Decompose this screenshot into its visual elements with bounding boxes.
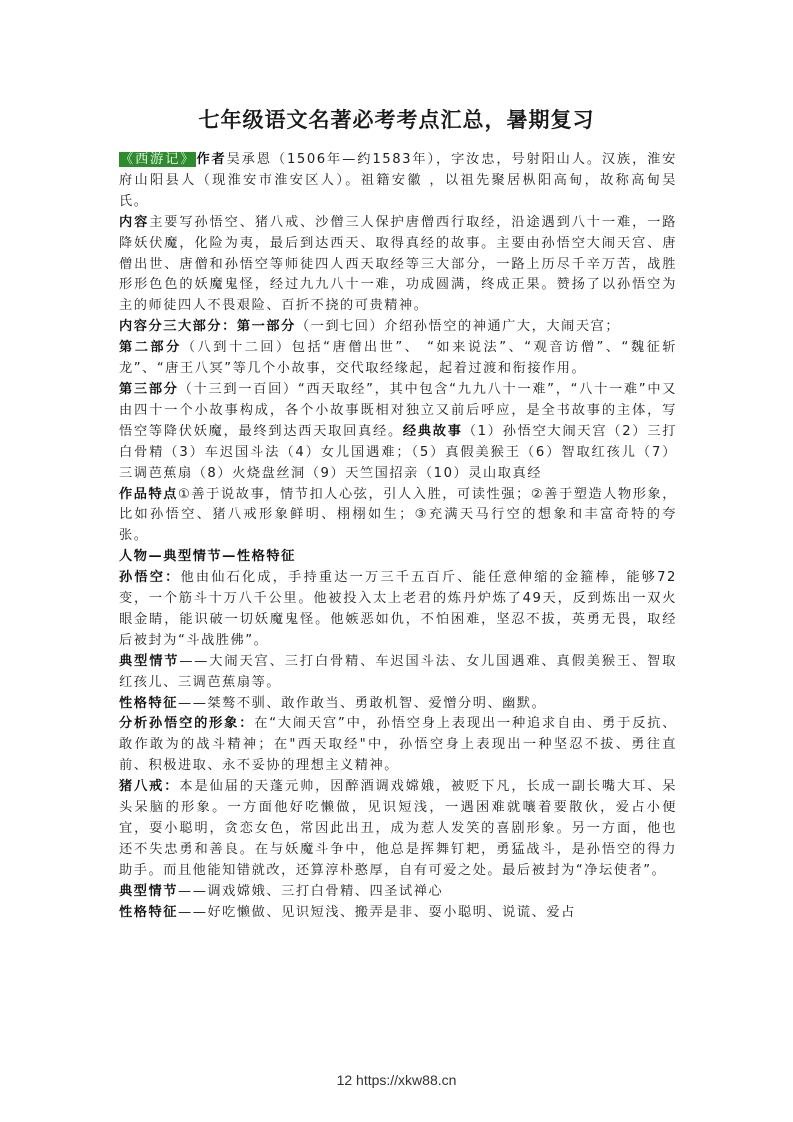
document-body [119,150,677,924]
paragraph-author [119,150,677,213]
heading-classic-stories: 经典故事 [402,423,463,439]
paragraph-characters-heading [119,547,677,568]
heading-zhu-bajie: 猪八戒： [119,779,180,795]
heading-typical-plots: 典型情节 [119,883,178,899]
paragraph-typical-plots-1 [119,652,677,694]
paragraph-analysis [119,714,677,777]
paragraph-typical-plots-2 [119,882,677,903]
paragraph-text: ——调戏嫦娥、三打白骨精、四圣试禅心 [177,883,444,899]
heading-features: 作品特点 [119,486,179,502]
paragraph-text: ——大闹天宫、三打白骨精、车迟国斗法、女儿国遇难、真假美猴王、智取红孩儿、三调芭蕉扇等。 [119,653,677,690]
heading-content: 内容 [119,214,150,230]
paragraph-text: 吴承恩（1506年—约1583年），字汝忠，号射阳山人。汉族，淮安府山阳县人（现淮安市淮安区人）。祖籍安徽 ，以祖先聚居枞阳高甸，故称高甸吴氏。 [119,152,678,209]
paragraph-traits-1 [119,694,677,715]
paragraph-text: ——桀骜不驯、敢作敢当、勇敢机智、爱憎分明、幽默。 [177,695,547,711]
heading-traits: 性格特征 [119,695,178,711]
heading-author: 作者 [196,152,227,167]
heading-characters: 人物—典型情节—性格特征 [119,549,296,565]
paragraph-traits-2 [119,903,677,924]
page-title: 七年级语文名著必考考点汇总，暑期复习 [198,108,595,132]
heading-part-two: 第二部分 [119,340,182,356]
heading-sun-wukong: 孙悟空： [119,570,181,586]
paragraph-text: 在“大闹天宫”中，孙悟空身上表现出一种追求自由、勇于反抗、敢作敢为的战斗精神；在"西天取经"中，孙悟空身上表现出一种坚忍不拔、勇往直前、积极进取、永不妥协的理想主义精神。 [119,716,677,774]
paragraph-text: 他由仙石化成，手持重达一万三千五百斤、能任意伸缩的金箍棒，能够72变，一个筋斗十万八千公里。他被投入太上老君的炼丹炉炼了49天，反到炼出一双火眼金睛，能识破一切妖魔鬼怪。他嫉恶如仇，不怕困难，坚忍不拔，英勇无畏，取经后被封为“斗战胜佛”。 [119,570,677,648]
paragraph-part-one [119,317,677,338]
paragraph-text: ①善于说故事，情节扣人心弦，引人入胜，可读性强；②善于塑造人物形象，比如孙悟空、猪八戒形象鲜明、栩栩如生；③充满天马行空的想象和丰富奇特的夸张。 [119,486,677,544]
paragraph-text: （十三到一百回）“西天取经”，其中包含“九九八十一难”，“八十一难”中又由四十一个小故事构成，各个小故事既相对独立又前后呼应，是全书故事的主体，写悟空等降伏妖魔，最终到达西天取回真经。 [119,381,677,439]
paragraph-text: 本是仙届的天蓬元帅，因醉酒调戏嫦娥，被贬下凡，长成一副长嘴大耳、呆头呆脑的形象。一方面他好吃懒做，见识短浅，一遇困难就嚷着要散伙，爱占小便宜，耍小聪明，贪恋女色，常因此出丑，成为惹人发笑的喜剧形象。另一方面，他也还不失忠勇和善良。在与妖魔斗争中，他总是挥舞钉耙，勇猛战斗，是孙悟空的得力助手。而且他能知错就改，还算淳朴憨厚，自有可爱之处。最后被封为“净坛使者”。 [119,779,678,878]
paragraph-text: （一到七回）介绍孙悟空的神通广大，大闹天宫； [295,319,621,335]
page-footer: 12 https://xkw88.cn [336,1072,457,1088]
paragraph-text: ——好吃懒做、见识短浅、搬弄是非、耍小聪明、说谎、爱占 [177,904,576,920]
paragraph-features [119,485,677,548]
paragraph-part-two [119,338,677,380]
paragraph-text: （八到十二回）包括“唐僧出世”、 “如来说法”、“观音访僧”、“魏征斩龙”、“唐王八冥”等几个小故事，交代取经缘起，起着过渡和衔接作用。 [119,340,678,377]
heading-part-three: 第三部分 [119,381,179,397]
heading-part-one: 内容分三大部分：第一部分 [119,319,296,335]
book-title-highlight: 《西游记》 [120,152,196,167]
paragraph-text: 主要写孙悟空、猪八戒、沙僧三人保护唐僧西行取经，沿途遇到八十一难，一路降妖伏魔，化险为夷，最后到达西天、取得真经的故事。主要由孙悟空大闹天宫、唐僧出世、唐僧和孙悟空等师徒四人西天取经等三大部分，一路上历尽千辛万苦，战胜形形色色的妖魔鬼怪，经过九九八十一难，功成圆满，终成正果。赞扬了以孙悟空为主的师徒四人不畏艰险、百折不挠的可贵精神。 [119,214,677,314]
paragraph-part-three [119,380,677,485]
heading-analysis: 分析孙悟空的形象： [119,716,255,732]
heading-traits: 性格特征 [119,904,178,920]
paragraph-zhu-bajie [119,777,677,882]
paragraph-sun-wukong [119,568,677,652]
paragraph-text: （1）孙悟空大闹天宫（2）三打白骨精（3）车迟国斗法（4）女儿国遇难；（5）真假美猴王（6）智取红孩儿（7）三调芭蕉扇（8）火烧盘丝洞（9）天竺国招亲（10）灵山取真经 [119,423,678,481]
heading-typical-plots: 典型情节 [119,653,180,669]
paragraph-content [119,213,677,318]
